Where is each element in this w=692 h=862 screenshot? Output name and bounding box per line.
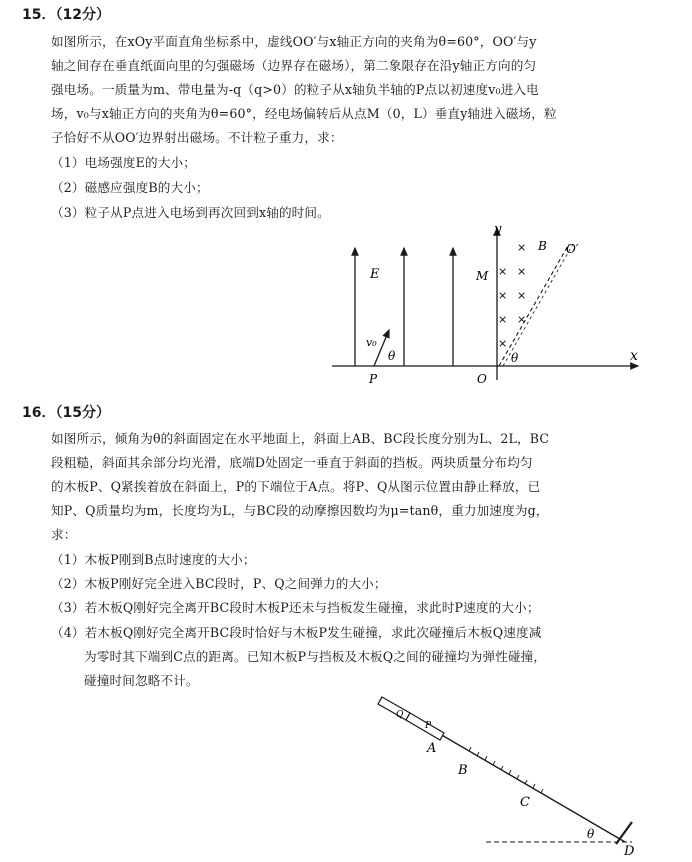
- q15-line-5: 子恰好不从OO′边界射出磁场。不计粒子重力，求：: [51, 130, 343, 145]
- q15-title: 15．（12分）: [22, 7, 110, 23]
- q16-title: 16．（15分）: [22, 405, 110, 421]
- cross-1: ×: [517, 241, 527, 254]
- label-O-prime: O′: [566, 242, 579, 256]
- q15-line-1: 如图所示，在xOy平面直角坐标系中，虚线OO′与x轴正方向的夹角为θ=60°，OO′与y: [51, 34, 537, 49]
- q16-line-5: 求：: [51, 527, 77, 542]
- cross-3: ×: [517, 289, 527, 302]
- q16-line-4: 知P、Q质量均为m，长度均为L，与BC段的动摩擦因数均为μ=tanθ，重力加速度为g，: [51, 503, 549, 518]
- q15-line-2: 轴之间存在垂直纸面向里的匀强磁场（边界存在磁场），第二象限存在沿y轴正方向的匀: [51, 58, 537, 73]
- label-theta-left: θ: [388, 349, 396, 363]
- cross-6: ×: [498, 289, 508, 302]
- label-P: P: [369, 372, 378, 386]
- cross-2: ×: [517, 265, 527, 278]
- rough-bc-section: [469, 747, 543, 793]
- q15-subq-1: （1）电场强度E的大小；: [51, 155, 196, 170]
- label-O: O: [477, 372, 487, 386]
- q15-subq-3: （3）粒子从P点进入电场到再次回到x轴的时间。: [51, 205, 330, 220]
- label-C: C: [520, 795, 530, 810]
- label-D: D: [624, 844, 635, 859]
- q16-line-3: 的木板P、Q紧挨着放在斜面上，P的下端位于A点。将P、Q从图示位置由静止释放，已: [51, 479, 541, 494]
- q15-line-4: 场，v₀与x轴正方向的夹角为θ=60°，经电场偏转后从点M（0，L）垂直y轴进入磁场，粒: [51, 106, 557, 121]
- label-theta: θ: [587, 827, 595, 841]
- q16-line-2: 段粗糙，斜面其余部分均光滑，底端D处固定一垂直于斜面的挡板。两块质量分布均匀: [51, 455, 533, 470]
- cross-5: ×: [498, 265, 508, 278]
- cross-4: ×: [517, 313, 527, 326]
- board-q: [378, 697, 410, 720]
- label-board-p: P: [425, 721, 432, 731]
- label-A: A: [427, 741, 437, 756]
- q16-subq-4-cont-1: 为零时其下端到C点的距离。已知木板P与挡板及木板Q之间的碰撞均为弹性碰撞，: [84, 649, 547, 664]
- field-E-label: E: [370, 267, 380, 282]
- label-v0: v₀: [366, 336, 377, 349]
- x-axis-label: x: [630, 348, 638, 364]
- label-B: B: [458, 763, 468, 778]
- label-board-q: Q: [396, 710, 404, 720]
- y-axis-label: y: [494, 222, 502, 237]
- q16-subq-4: （4）若木板Q刚好完全离开BC段时恰好与木板P发生碰撞，求此次碰撞后木板Q速度减: [51, 625, 542, 640]
- cross-8: ×: [498, 337, 508, 350]
- q16-subq-4-cont-2: 碰撞时间忽略不计。: [84, 673, 199, 688]
- label-M: M: [476, 269, 489, 283]
- q15-subq-2: （2）磁感应强度B的大小；: [51, 180, 209, 195]
- cross-7: ×: [498, 313, 508, 326]
- label-B: B: [538, 239, 547, 253]
- q16-subq-1: （1）木板P刚到B点时速度的大小；: [51, 552, 256, 567]
- q16-subq-3: （3）若木板Q刚好完全离开BC段时木板P还未与挡板发生碰撞，求此时P速度的大小；: [51, 600, 540, 615]
- q15-line-3: 强电场。一质量为m、带电量为-q（q>0）的粒子从x轴负半轴的P点以初速度v₀进入电: [51, 82, 539, 97]
- q16-line-1: 如图所示，倾角为θ的斜面固定在水平地面上，斜面上AB、BC段长度分别为L、2L，BC: [51, 431, 550, 446]
- q16-subq-2: （2）木板P刚好完全进入BC段时，P、Q之间弹力的大小；: [51, 576, 387, 591]
- label-theta-right: θ: [511, 351, 519, 365]
